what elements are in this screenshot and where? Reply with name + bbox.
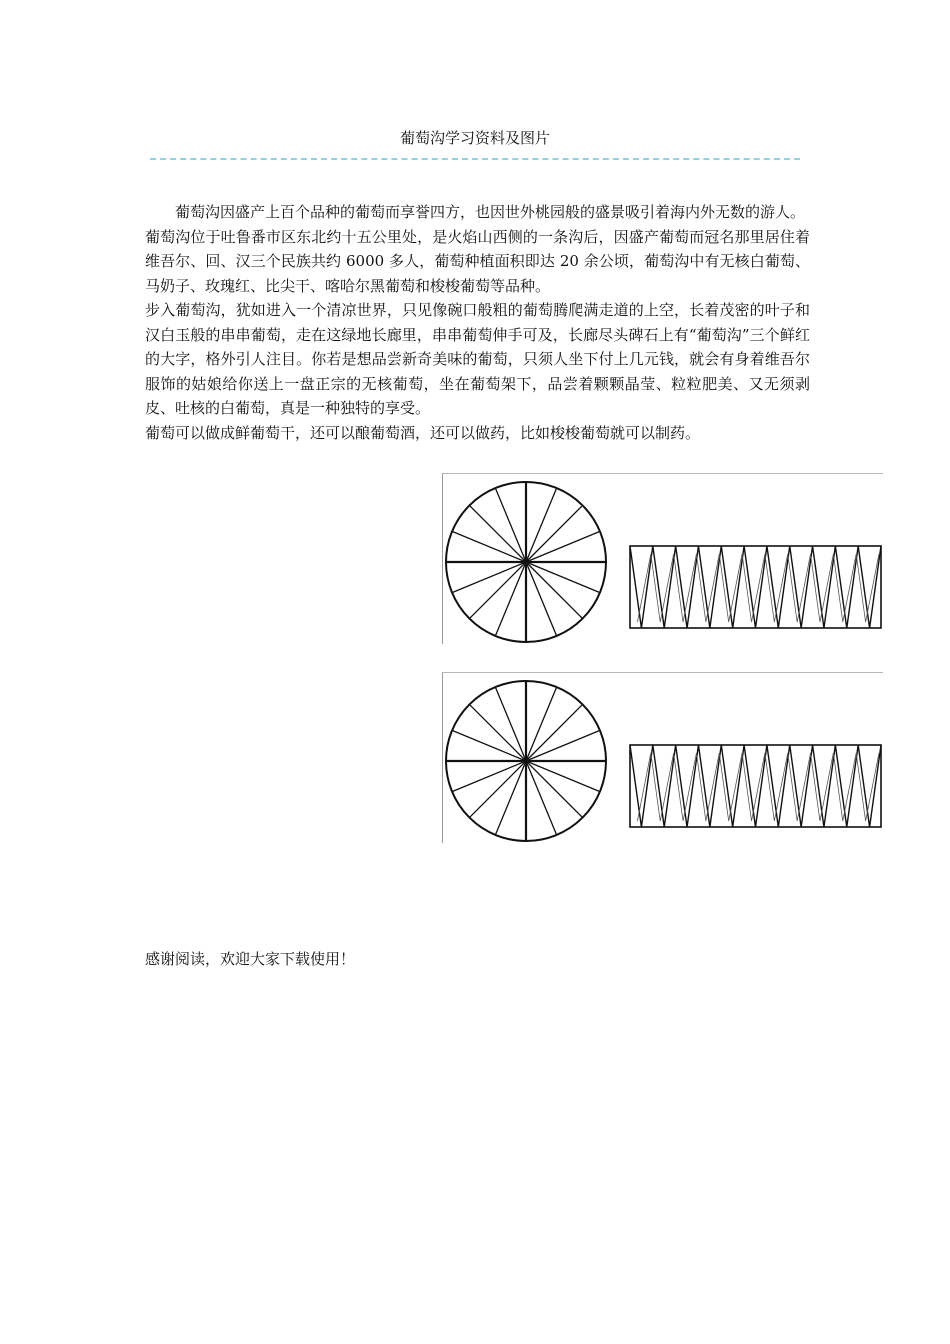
paragraph-scenery: 步入葡萄沟，犹如进入一个清凉世界，只见像碗口般粗的葡萄腾爬满走道的上空，长着茂密的叶子和汉白玉般的串串葡萄，走在这绿地长廊里，串串葡萄伸手可及，长廊尽头碑石上有“葡萄沟”三个鲜红的大字，格外引人注目。你若是想品尝新奇美味的葡萄，只须人坐下付上几元钱，就会有身着维吾尔服饰的姑娘给你送上一盘正宗的无核葡萄，坐在葡萄架下，品尝着颗颗晶莹、粒粒肥美、又无须剥皮、吐核的白葡萄，真是一种独特的享受。	[145, 301, 810, 417]
paragraph-location: 葡萄沟位于吐鲁番市区东北约十五公里处，是火焰山西侧的一条沟后，因盛产葡萄而冠名那里居住着维吾尔、回、汉三个民族共约 6000 多人，葡萄种植面积即达 20 余公顷，葡萄沟中有无核白葡萄、马奶子、玫瑰红、比尖干、喀哈尔黑葡萄和梭梭葡萄等品种。	[145, 227, 810, 295]
zigzag-strip-2	[630, 745, 881, 827]
figure-svg-2	[443, 673, 883, 843]
figure-svg-1	[443, 474, 883, 644]
circle-spoke	[526, 704, 583, 761]
divided-circle-2	[446, 681, 606, 841]
zigzag-strip-1	[630, 546, 881, 628]
title-divider	[150, 158, 800, 160]
circle-spoke	[469, 761, 526, 818]
divided-circle-1	[446, 482, 606, 642]
circle-spoke	[526, 761, 583, 818]
paragraph-uses: 葡萄可以做成鲜葡萄干，还可以酿葡萄酒，还可以做药，比如梭梭葡萄就可以制药。	[145, 423, 701, 442]
figure-circle-zigzag-1	[442, 473, 883, 644]
circle-spoke	[469, 505, 526, 562]
circle-spoke	[526, 562, 583, 619]
zigzag-frame	[630, 745, 881, 827]
circle-spoke	[469, 562, 526, 619]
article-body	[145, 200, 810, 445]
closing-note: 感谢阅读，欢迎大家下载使用！	[145, 950, 356, 968]
circle-spoke	[526, 505, 583, 562]
zigzag-line	[630, 546, 881, 628]
figure-circle-zigzag-2	[442, 672, 883, 843]
zigzag-line	[630, 745, 881, 827]
circle-spoke	[469, 704, 526, 761]
zigzag-frame	[630, 546, 881, 628]
paragraph-intro: 葡萄沟因盛产上百个品种的葡萄而享誉四方，也因世外桃园般的盛景吸引着海内外无数的游人。	[175, 203, 806, 221]
page-title: 葡萄沟学习资料及图片	[399, 129, 550, 147]
